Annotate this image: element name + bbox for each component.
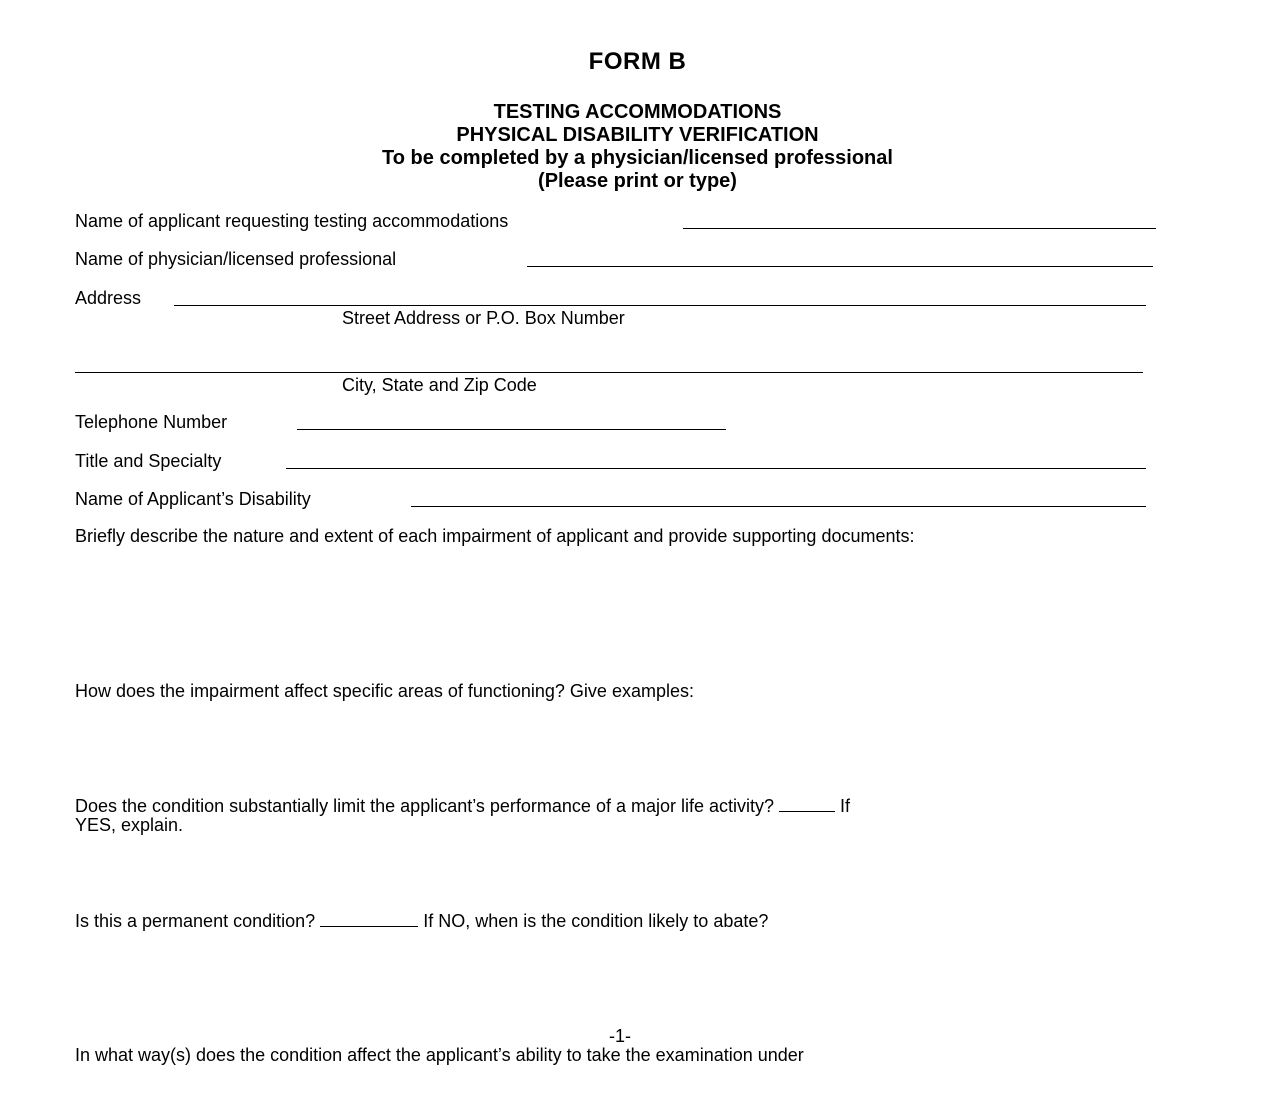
- question-impairment-description: Briefly describe the nature and extent of each impairment of applicant and provide supporting documents:: [75, 526, 915, 546]
- question-major-life-activity-text: Does the condition substantially limit the applicant’s performance of a major life activity?: [75, 796, 775, 816]
- telephone-field[interactable]: [297, 429, 726, 430]
- city-state-zip-caption: City, State and Zip Code: [342, 375, 537, 395]
- form-label: FORM B: [588, 48, 687, 75]
- title-specialty-field[interactable]: [286, 468, 1146, 469]
- disability-name-field[interactable]: [411, 506, 1146, 507]
- city-state-zip-field[interactable]: [75, 372, 1143, 373]
- question-permanent-condition: [75, 911, 768, 931]
- title-line-2: PHYSICAL DISABILITY VERIFICATION: [456, 124, 819, 146]
- physician-name-label: Name of physician/licensed professional: [75, 249, 397, 269]
- physician-name-field[interactable]: [527, 266, 1153, 267]
- question-major-life-activity: [75, 796, 850, 816]
- title-line-4: (Please print or type): [538, 170, 737, 192]
- title-specialty-label: Title and Specialty: [75, 451, 222, 471]
- question-major-life-activity-explain: YES, explain.: [75, 815, 184, 835]
- applicant-name-label: Name of applicant requesting testing accommodations: [75, 211, 509, 231]
- street-address-caption: Street Address or P.O. Box Number: [342, 308, 625, 328]
- telephone-label: Telephone Number: [75, 412, 228, 432]
- address-label: Address: [75, 288, 142, 308]
- question-functioning-examples: How does the impairment affect specific areas of functioning? Give examples:: [75, 681, 694, 701]
- applicant-name-field[interactable]: [683, 228, 1156, 229]
- permanent-condition-answer-field[interactable]: [320, 912, 418, 927]
- question-examination-ability: In what way(s) does the condition affect the applicant’s ability to take the examination under: [75, 1045, 804, 1065]
- disability-name-label: Name of Applicant’s Disability: [75, 489, 311, 509]
- street-address-field[interactable]: [174, 305, 1146, 306]
- title-line-1: TESTING ACCOMMODATIONS: [493, 101, 782, 123]
- question-major-life-activity-if: If: [840, 796, 851, 816]
- major-life-activity-answer-field[interactable]: [779, 797, 835, 812]
- question-condition-abate-text: If NO, when is the condition likely to abate?: [423, 911, 769, 931]
- page-number: -1-: [609, 1026, 631, 1046]
- question-permanent-condition-text: Is this a permanent condition?: [75, 911, 316, 931]
- title-line-3: To be completed by a physician/licensed professional: [382, 147, 893, 169]
